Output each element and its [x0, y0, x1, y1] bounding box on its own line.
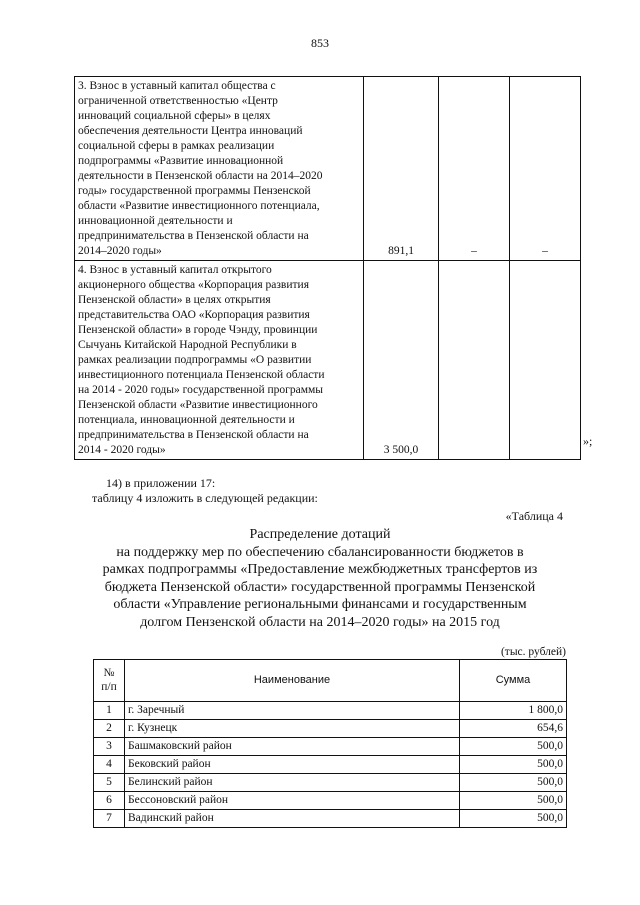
text-line: представительства ОАО «Корпорация развития	[78, 309, 310, 321]
subsidy-distribution-table	[93, 659, 567, 828]
text-line: обеспечения деятельности Центра инноваций	[78, 125, 303, 137]
text-line: ограниченной ответственностью «Центр	[78, 95, 278, 107]
text-line: инвестиционного потенциала Пензенской области	[78, 369, 325, 381]
row-sum: 654,6	[460, 720, 567, 738]
row-sum: 500,0	[460, 810, 567, 828]
closing-quote-mark: »;	[583, 434, 593, 448]
row-sum: 500,0	[460, 792, 567, 810]
header-line: №	[103, 667, 115, 679]
text-line: предпринимательства в Пензенской области на	[78, 429, 309, 441]
row-number: 2	[94, 720, 125, 738]
amendment-item: 14) в приложении 17:	[106, 476, 216, 490]
text-line: рамках реализации подпрограммы «О развитии	[78, 354, 312, 366]
units-label: (тыс. рублей)	[500, 646, 566, 658]
table-row	[94, 792, 567, 810]
column-header-number	[94, 660, 125, 702]
item-description	[75, 261, 364, 460]
heading-line: области «Управление региональными финансами и государственным	[113, 597, 527, 612]
amount-cell	[510, 261, 581, 460]
text-line: деятельности в Пензенской области на 2014–2020	[78, 170, 323, 182]
text-line: инноваций социальной сферы» в целях	[78, 110, 271, 122]
expenditure-table-continuation	[74, 76, 581, 460]
text-line: Пензенской области «Развитие инвестиционного	[78, 399, 318, 411]
column-header-name: Наименование	[125, 660, 460, 702]
text-line: Сычуань Китайской Народной Республики в	[78, 339, 297, 351]
amount-cell: 3 500,0	[364, 261, 439, 460]
row-number: 7	[94, 810, 125, 828]
table-row	[94, 756, 567, 774]
row-number: 1	[94, 702, 125, 720]
text-line: 2014 - 2020 годы»	[78, 444, 166, 456]
text-line: подпрограммы «Развитие инновационной	[78, 155, 284, 167]
amount-cell	[439, 261, 510, 460]
table-row	[94, 774, 567, 792]
text-line: предпринимательства в Пензенской области на	[78, 230, 309, 242]
text-line: годы» государственной программы Пензенской	[78, 185, 311, 197]
heading-line: на поддержку мер по обеспечению сбалансированности бюджетов в	[116, 544, 524, 560]
table-row	[94, 810, 567, 828]
text-line: 3. Взнос в уставный капитал общества с	[78, 80, 276, 92]
table-label: «Таблица 4	[505, 509, 563, 523]
amendment-instruction: таблицу 4 изложить в следующей редакции:	[92, 491, 318, 505]
text-line: социальной сферы в рамках реализации	[78, 140, 275, 152]
row-name: Башмаковский район	[125, 738, 460, 756]
amount-cell: 891,1	[364, 77, 439, 261]
heading-line: Распределение дотаций	[249, 527, 391, 542]
table-row	[94, 720, 567, 738]
text-line: Пензенской области» в целях открытия	[78, 294, 271, 306]
text-line: области «Развитие инвестиционного потенциала,	[78, 200, 320, 212]
table-header-row	[94, 660, 567, 702]
header-line: п/п	[101, 681, 117, 693]
text-line: 2014–2020 годы»	[78, 245, 162, 257]
page-number: 853	[311, 36, 329, 50]
table-row	[75, 261, 581, 460]
row-number: 6	[94, 792, 125, 810]
row-name: Белинский район	[125, 774, 460, 792]
row-name: Бессоновский район	[125, 792, 460, 810]
row-name: Вадинский район	[125, 810, 460, 828]
amount-cell: –	[510, 77, 581, 261]
table-row	[94, 702, 567, 720]
row-sum: 500,0	[460, 774, 567, 792]
heading-line: бюджета Пензенской области» государственной программы Пензенской	[104, 579, 536, 595]
text-line: 4. Взнос в уставный капитал открытого	[78, 264, 272, 276]
table-heading	[75, 526, 565, 631]
column-header-sum: Сумма	[460, 660, 567, 702]
amount-cell: –	[439, 77, 510, 261]
text-line: Пензенской области» в городе Чэнду, провинции	[78, 324, 318, 336]
row-number: 4	[94, 756, 125, 774]
item-description	[75, 77, 364, 261]
text-line: инновационной деятельности и	[78, 215, 233, 227]
table-row	[94, 738, 567, 756]
heading-line: рамках подпрограммы «Предоставление межбюджетных трансфертов из	[102, 562, 538, 577]
row-sum: 500,0	[460, 738, 567, 756]
row-sum: 500,0	[460, 756, 567, 774]
text-line: потенциала, инновационной деятельности и	[78, 414, 295, 426]
row-name: Бековский район	[125, 756, 460, 774]
row-number: 3	[94, 738, 125, 756]
row-name: г. Кузнецк	[125, 720, 460, 738]
row-name: г. Заречный	[125, 702, 460, 720]
table-row	[75, 77, 581, 261]
row-number: 5	[94, 774, 125, 792]
text-line: на 2014 - 2020 годы» государственной программы	[78, 384, 323, 396]
row-sum: 1 800,0	[460, 702, 567, 720]
text-line: акционерного общества «Корпорация развития	[78, 279, 309, 291]
heading-line: долгом Пензенской области на 2014–2020 годы» на 2015 год	[140, 614, 500, 630]
